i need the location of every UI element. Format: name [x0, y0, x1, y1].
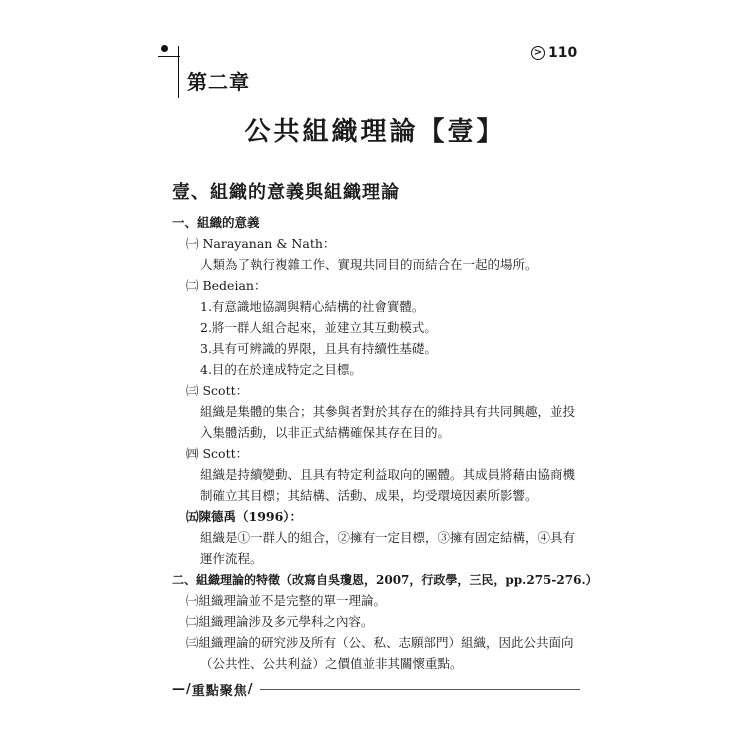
footer-prefix: —/: [172, 682, 192, 697]
chapter-label: 第二章: [187, 70, 250, 94]
body-line: 組織是持續變動、且具有特定利益取向的團體。其成員將藉由協商機: [200, 467, 576, 482]
item-heading: ㈠ Narayanan & Nath：: [186, 236, 336, 251]
list-item: 2.將一群人組合起來，並建立其互動模式。: [200, 320, 437, 335]
body-line: 運作流程。: [200, 551, 263, 566]
list-item: （公共性、公共利益）之價值並非其關懷重點。: [200, 656, 463, 671]
item-heading: ㈢ Scott：: [186, 383, 249, 398]
body-line: 人類為了執行複雜工作、實現共同目的而結合在一起的場所。: [200, 257, 538, 272]
footer-rule: [260, 689, 580, 691]
list-item: 4.目的在於達成特定之目標。: [200, 362, 362, 377]
list-item: ㈡組織理論涉及多元學科之內容。: [186, 614, 374, 629]
list-item: ㈠組織理論並不是完整的單一理論。: [186, 593, 387, 608]
circled-arrow-right-icon: >: [531, 46, 545, 60]
page-title: 公共組織理論【壹】: [244, 117, 506, 147]
subsection-heading: 一、組織的意義: [172, 215, 260, 230]
corner-horizontal-rule: [158, 56, 180, 57]
page-number-text: 110: [548, 45, 578, 61]
body-line: 制確立其目標；其結構、活動、成果，均受環境因素所影響。: [200, 488, 538, 503]
footer-banner: [172, 680, 580, 699]
list-item: 3.具有可辨識的界限，且具有持續性基礎。: [200, 341, 437, 356]
item-heading: ㈣ Scott：: [186, 446, 249, 461]
corner-dot: [161, 45, 168, 52]
subsection-heading: 二、組織理論的特徵（改寫自吳瓊恩，2007，行政學，三民，pp.275-276.）: [172, 573, 598, 587]
item-heading: ㈤陳德禹（1996）：: [186, 509, 303, 524]
footer-suffix: /: [247, 682, 254, 697]
corner-vertical-rule: [178, 46, 179, 98]
item-heading: ㈡ Bedeian：: [186, 278, 267, 293]
section-heading: 壹、組織的意義與組織理論: [172, 182, 400, 203]
body-line: 組織是集體的集合；其參與者對於其存在的維持具有共同興趣，並投: [200, 404, 576, 419]
page-number: [531, 45, 577, 61]
list-item: ㈢組織理論的研究涉及所有（公、私、志願部門）組織，因此公共面向: [186, 635, 574, 650]
body-line: 入集體活動，以非正式結構確保其存在目的。: [200, 425, 451, 440]
list-item: 1.有意識地協調與精心結構的社會實體。: [200, 299, 425, 314]
footer-label: 重點聚焦: [191, 684, 248, 699]
body-line: 組織是①一群人的組合，②擁有一定目標，③擁有固定結構，④具有: [200, 530, 576, 545]
